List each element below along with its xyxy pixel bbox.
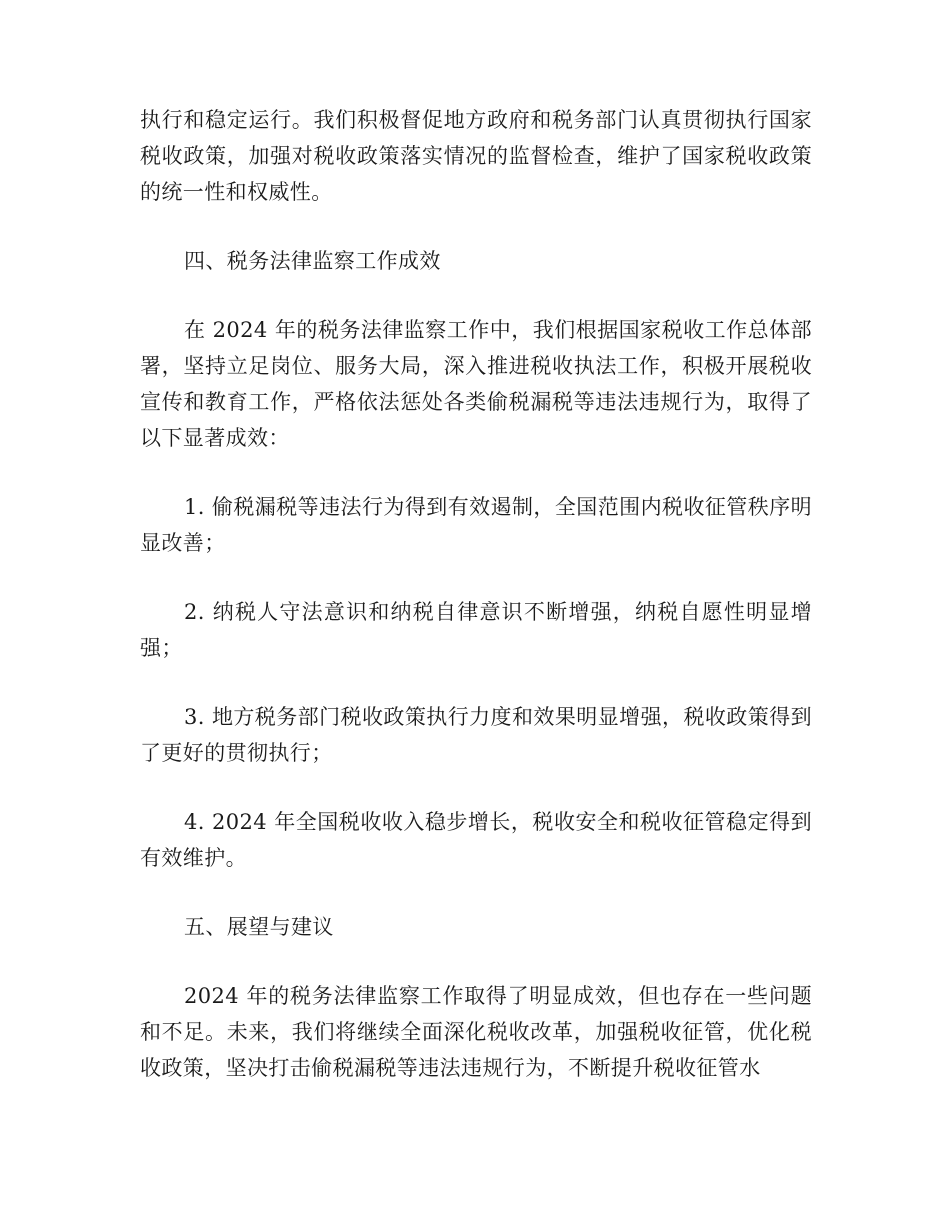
section-heading-outlook: 五、展望与建议 bbox=[184, 915, 334, 939]
paragraph-results-intro: 在 2024 年的税务法律监察工作中，我们根据国家税收工作总体部署，坚持立足岗位、服务大局，深入推进税收执法工作，积极开展税收宣传和教育工作，严格依法惩处各类偷税漏税等违法违规行为，取得了以下显著成效： bbox=[140, 318, 812, 450]
list-item-2: 2. 纳税人守法意识和纳税自律意识不断增强，纳税自愿性明显增强； bbox=[140, 600, 812, 660]
document-body bbox=[140, 102, 812, 1086]
paragraph-continuation: 执行和稳定运行。我们积极督促地方政府和税务部门认真贯彻执行国家税收政策，加强对税收政策落实情况的监督检查，维护了国家税收政策的统一性和权威性。 bbox=[140, 108, 812, 204]
list-item-4: 4. 2024 年全国税收收入稳步增长，税收安全和税收征管稳定得到有效维护。 bbox=[140, 810, 812, 870]
list-item-3: 3. 地方税务部门税收政策执行力度和效果明显增强，税收政策得到了更好的贯彻执行； bbox=[140, 705, 812, 765]
section-heading-results: 四、税务法律监察工作成效 bbox=[184, 249, 441, 273]
paragraph-outlook: 2024 年的税务法律监察工作取得了明显成效，但也存在一些问题和不足。未来，我们将继续全面深化税收改革，加强税收征管，优化税收政策，坚决打击偷税漏税等违法违规行为，不断提升税收征管水 bbox=[140, 984, 812, 1080]
list-item-1: 1. 偷税漏税等违法行为得到有效遏制，全国范围内税收征管秩序明显改善； bbox=[140, 495, 812, 555]
